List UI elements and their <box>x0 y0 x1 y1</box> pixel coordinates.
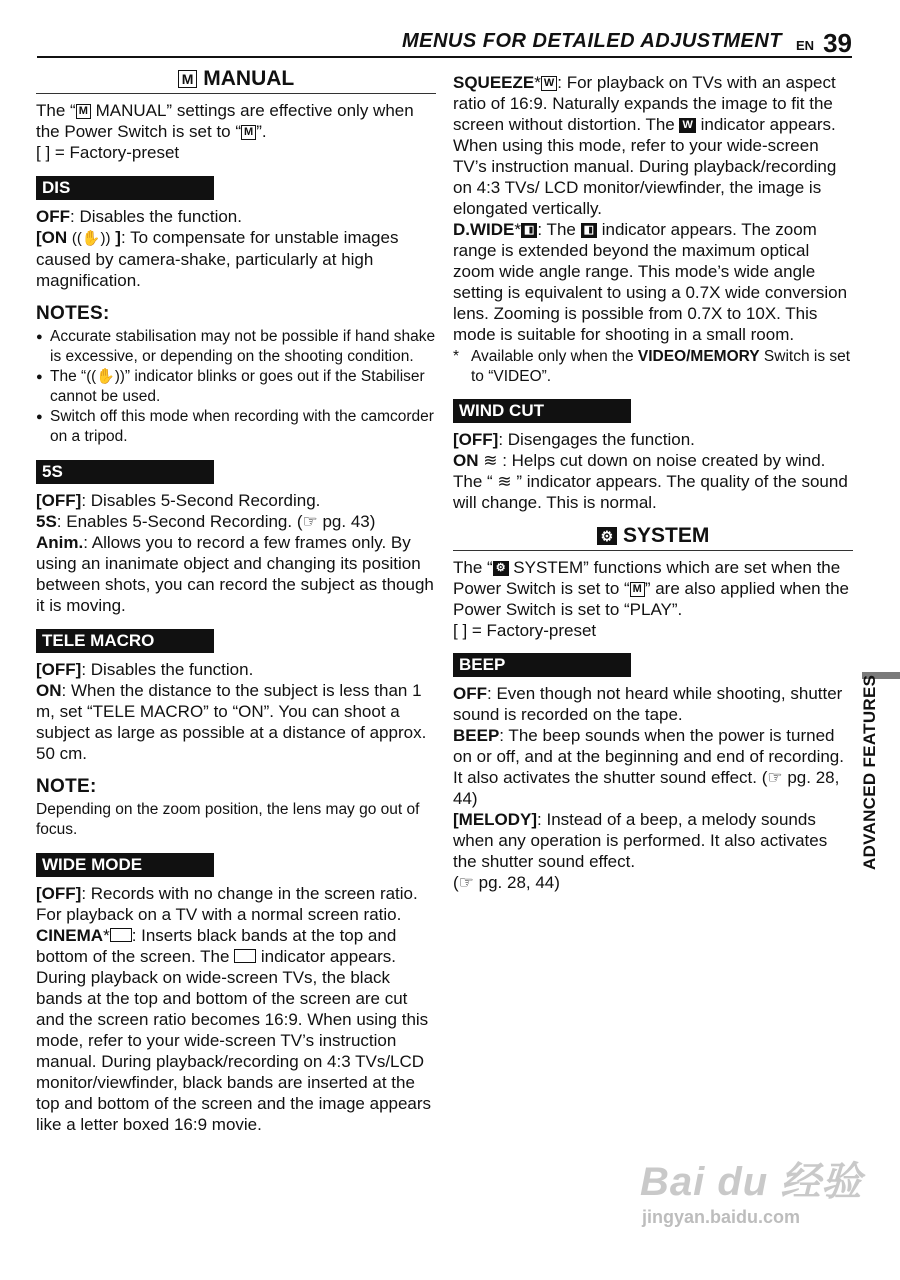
squeeze-icon: W <box>679 118 695 133</box>
tele-off: [OFF]: Disables the function. <box>36 660 254 679</box>
manual-section-title <box>36 68 436 94</box>
dis-on: [ON ((✋)) ]: To compensate for unstable images caused by camera-shake, particularly at high magnification. <box>36 228 399 290</box>
beep-off: OFF: Even though not heard while shooting, shutter sound is recorded on the tape. <box>453 684 843 724</box>
notes-list <box>36 327 436 447</box>
manual-mode-icon: M <box>241 125 256 140</box>
system-intro: The “ ⚙ SYSTEM” functions which are set when the Power Switch is set to “ M ” are also applied when the Power Switch is set to “PLAY”. <box>453 558 849 619</box>
system-section-title <box>453 525 853 551</box>
watermark-brand: Bai du 经验 <box>640 1160 863 1204</box>
manual-mode-icon: M <box>178 70 198 88</box>
manual-intro: The “ M MANUAL” settings are effective only when the Power Switch is set to “ M ”. <box>36 101 414 141</box>
side-tab-label: ADVANCED FEATURES <box>860 674 879 870</box>
tele-on: ON: When the distance to the subject is less than 1 m, set “TELE MACRO” to “ON”. You can shoot a subject as large as possible at a distance of approx. 50 cm. <box>36 681 427 763</box>
beep-melody: [MELODY]: Instead of a beep, a melody sounds when any operation is performed. It also activates the shutter sound effect. <box>453 810 828 871</box>
beep-melody-ref: (☞ pg. 28, 44) <box>453 873 560 892</box>
note-item: ● The “((✋))” indicator blinks or goes out if the Stabiliser cannot be used. <box>36 367 436 407</box>
manual-mode-icon: M <box>630 582 645 597</box>
fives-off: [OFF]: Disables 5-Second Recording. <box>36 491 321 510</box>
wind-cut-heading: WIND CUT <box>453 399 631 423</box>
page-header <box>37 30 852 58</box>
right-column <box>453 72 853 893</box>
dis-off: OFF: Disables the function. <box>36 207 242 226</box>
system-icon: ⚙ <box>493 561 509 576</box>
pointer-icon: ☞ <box>302 512 318 531</box>
note-item: ● Accurate stabilisation may not be possible if hand shake is excessive, or depending on the shooting condition. <box>36 327 436 367</box>
fives-anim: Anim.: Allows you to record a few frames only. By using an inanimate object and changing its position between shots, you can record the subject as though it is moving. <box>36 533 434 615</box>
header-title: MENUS FOR DETAILED ADJUSTMENT <box>401 30 782 52</box>
manual-title-text: MANUAL <box>203 67 295 90</box>
pointer-icon: ☞ <box>458 873 474 892</box>
watermark <box>640 1150 862 1228</box>
notes-heading: NOTES: <box>36 303 110 324</box>
wide-squeeze: SQUEEZE* W : For playback on TVs with an aspect ratio of 16:9. Naturally expands the image to fit the screen without distortion. The W indicator appears. When using this mode, refer to your wide-screen TV’s instruction manual. During playback/recording on 4:3 TVs/ LCD monitor/viewfinder, the image is elongated vertically. <box>453 73 837 218</box>
factory-preset-note: [ ] = Factory-preset <box>36 143 180 162</box>
system-title-text: SYSTEM <box>623 524 710 547</box>
beep-beep: BEEP: The beep sounds when the power is turned on or off, and at the beginning and end of recording. It also activates the shutter sound effect. (☞ pg. 28, 44) <box>453 726 844 808</box>
dis-heading: DIS <box>36 176 214 200</box>
wide-dwide: D.WIDE* ◧ : The ◧ indicator appears. The zoom range is extended beyond the maximum optical zoom wide angle range. This mode’s wide angle setting is equivalent to using a 0.7X wide conversion lens. Zooming is possible from 0.7X to 10X. This mode is suitable for shooting in a small room. <box>453 220 848 344</box>
wide-off: [OFF]: Records with no change in the screen ratio. For playback on a TV with a normal screen ratio. <box>36 884 418 924</box>
note-item: ● Switch off this mode when recording with the camcorder on a tripod. <box>36 407 436 447</box>
cinema-icon <box>110 928 132 942</box>
note-heading: NOTE: <box>36 776 97 797</box>
dwide-icon: ◧ <box>581 223 597 238</box>
video-memory-footnote: * Available only when the VIDEO/MEMORY Switch is set to “VIDEO”. <box>453 348 851 385</box>
watermark-url: jingyan.baidu.com <box>642 1207 801 1227</box>
pointer-icon: ☞ <box>767 768 783 787</box>
stabiliser-icon: ((✋)) <box>86 368 125 385</box>
manual-mode-icon: M <box>76 104 91 119</box>
wind-on: ON ≋ : Helps cut down on noise created by wind. The “ ≋ ” indicator appears. The quality of the sound will change. This is normal. <box>453 451 848 512</box>
system-icon: ⚙ <box>597 527 618 545</box>
page-number: 39 <box>823 28 852 58</box>
fives-on: 5S: Enables 5-Second Recording. (☞ pg. 43) <box>36 512 376 531</box>
wind-icon: ≋ <box>497 472 512 491</box>
cinema-icon <box>234 949 256 963</box>
system-factory-preset: [ ] = Factory-preset <box>453 621 597 640</box>
five-second-heading: 5S <box>36 460 214 484</box>
left-column <box>36 68 436 1135</box>
dwide-icon: ◧ <box>521 223 537 238</box>
wide-cinema: CINEMA* : Inserts black bands at the top and bottom of the screen. The indicator appears. During playback on wide-screen TVs, the black bands at the top and bottom of the screen are cut and the screen ratio becomes 16:9. When using this mode, refer to your wide-screen TV’s instruction manual. During playback/recording on 4:3 TVs/LCD monitor/viewfinder, black bands are inserted at the top and bottom of the screen and the image appears like a letter boxed 16:9 movie. <box>36 926 432 1134</box>
header-language: EN <box>795 38 814 53</box>
tele-macro-heading: TELE MACRO <box>36 629 214 653</box>
squeeze-icon: W <box>541 76 557 91</box>
stabiliser-icon: ((✋)) <box>71 230 111 247</box>
note-text: Depending on the zoom position, the lens may go out of focus. <box>36 801 420 838</box>
beep-heading: BEEP <box>453 653 631 677</box>
wide-mode-heading: WIDE MODE <box>36 853 214 877</box>
wind-icon: ≋ <box>483 451 498 470</box>
wind-off: [OFF]: Disengages the function. <box>453 430 695 449</box>
